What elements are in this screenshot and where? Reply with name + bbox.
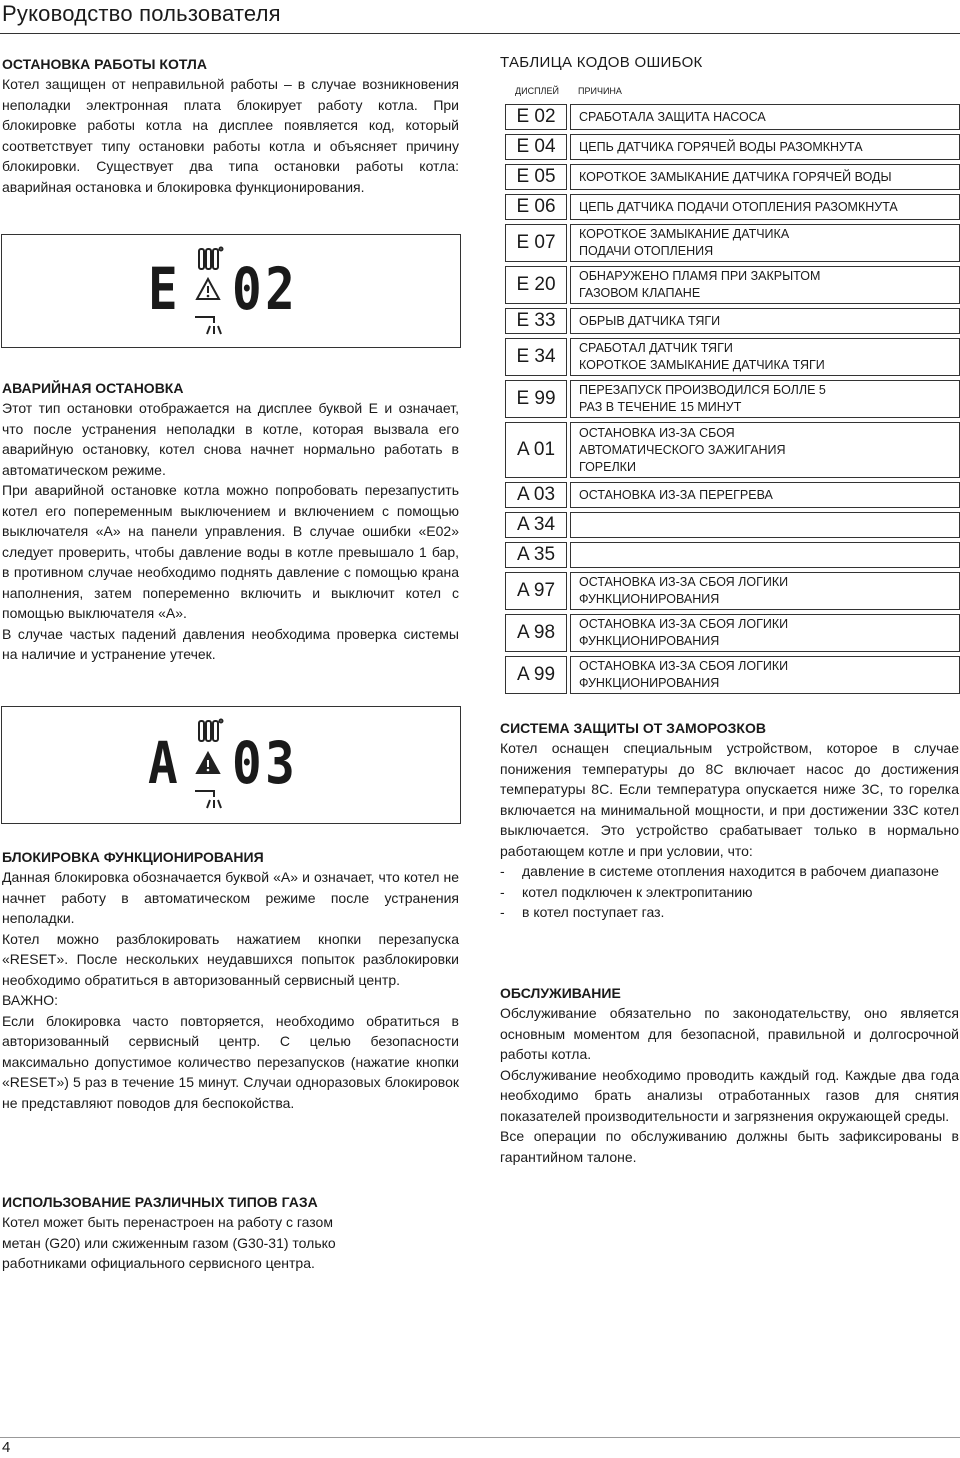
error-code-cell: A 01 [505,422,567,478]
section-line: метан (G20) или сжиженным газом (G30-31) только [2,1234,336,1251]
section-gas-types [2,1192,459,1274]
list-item: - давление в системе отопления находится в рабочем диапазоне [500,863,939,879]
error-cause-cell: ЦЕПЬ ДАТЧИКА ПОДАЧИ ОТОПЛЕНИЯ РАЗОМКНУТА [570,194,960,220]
radiator-icon [199,248,223,270]
header-divider [0,33,960,34]
tap-icon [195,791,221,808]
section-paragraph: При аварийной остановке котла можно попробовать перезапустить котел его попеременным выключением и включением с помощью выключателя «A» на панели управления. В случае ошибки «E02» следует проверить, чтобы давление воды в котле превышало 1 бар, в противном случае необходимо поднять давление с помощью крана наполнения, затем попеременно включить и выключит котел с помощью выключателя «A». [2,482,459,621]
section-paragraph: Обслуживание необходимо проводить каждый год. Каждые два года необходимо брать анализы отработанных газов для снятия показателей производительности и загрязнения окружающей среды. [500,1066,959,1124]
error-code-cell: A 99 [505,656,567,694]
error-cause-cell [570,542,960,568]
error-cause-cell: ЦЕПЬ ДАТЧИКА ГОРЯЧЕЙ ВОДЫ РАЗОМКНУТА [570,134,960,160]
error-cause-cell [570,512,960,538]
section-text: Котел защищен от неправильной работы – в случае возникновения неполадки электронная плата блокирует работу котла. При блокировке работы котла на дисплее появляется код, который соответствует типу остановки работы котла и объясняет причину блокировки. Существует два типа остановки работы котла: аварийная остановка и блокировка функционирования. [2,76,459,195]
table-row [505,572,960,610]
error-code-cell: E 34 [505,338,567,376]
section-paragraph: Этот тип остановки отображается на дисплее буквой E и означает, что после устранения неполадки в котле, которая вызвала его аварийную остановку, котел снова начнет нормально работать в автоматическом режиме. [2,400,459,478]
table-row [505,422,960,478]
table-row [505,482,960,508]
section-frost-protection [500,718,959,923]
display-letter-a: A [148,729,178,797]
table-row [505,164,960,190]
section-line: работниками официального сервисного центра. [2,1255,315,1271]
table-row [505,614,960,652]
error-code-cell: A 35 [505,542,567,568]
warning-icon [197,753,219,773]
section-heading: ОСТАНОВКА РАБОТЫ КОТЛА [2,56,207,72]
display-panel-svg [2,235,460,347]
section-paragraph: Если блокировка часто повторяется, необходимо обратиться в авторизованный сервисный центр. С целью безопасности максимально допустимое количество перезапусков (нажатие кнопки «RESET») 5 раз в течение 15 минут. Случаи одноразовых блокировок не представляют поводов для беспокойства. [2,1012,459,1111]
section-paragraph: Данная блокировка обозначается буквой «A» и означает, что котел не начнет работу в автоматическом режиме после устранения неполадки. [2,869,459,926]
table-row [505,512,960,538]
section-boiler-stop [2,54,459,197]
error-cause-cell: СРАБОТАЛ ДАТЧИК ТЯГИ КОРОТКОЕ ЗАМЫКАНИЕ ДАТЧИКА ТЯГИ [570,338,960,376]
section-paragraph: Котел можно разблокировать нажатием кнопки перезапуска «RESET». После нескольких неудавшихся попыток разблокировки необходимо обратиться в авторизованный сервисный центр. [2,930,459,988]
list-item-text: в котел поступает газ. [522,904,665,920]
important-label: ВАЖНО: [2,992,59,1008]
list-item-text: давление в системе отопления находится в рабочем диапазоне [522,863,939,879]
table-row [505,308,960,334]
error-cause-cell: КОРОТКОЕ ЗАМЫКАНИЕ ДАТЧИКА ГОРЯЧЕЙ ВОДЫ [570,164,960,190]
condition-list [500,861,959,923]
error-cause-cell: ОСТАНОВКА ИЗ-ЗА ПЕРЕГРЕВА [570,482,960,508]
section-line: Котел может быть перенастроен на работу с газом [2,1214,333,1230]
error-table-header [505,80,960,104]
table-row [505,656,960,694]
error-table-body [505,104,960,694]
table-row [505,104,960,130]
error-cause-cell: КОРОТКОЕ ЗАМЫКАНИЕ ДАТЧИКА ПОДАЧИ ОТОПЛЕНИЯ [570,224,960,262]
column-header-cause: ПРИЧИНА [578,86,622,96]
error-code-cell: A 97 [505,572,567,610]
display-letter-e: E [148,255,178,323]
display-panel-svg [2,707,460,823]
display-code-03: 03 [232,729,299,797]
error-cause-cell: ОСТАНОВКА ИЗ-ЗА СБОЯ ЛОГИКИ ФУНКЦИОНИРОВАНИЯ [570,614,960,652]
page-header [0,0,960,40]
table-row [505,224,960,262]
table-row [505,266,960,304]
section-heading: СИСТЕМА ЗАЩИТЫ ОТ ЗАМОРОЗКОВ [500,720,766,736]
table-row [505,338,960,376]
list-item-text: котел подключен к электропитанию [522,883,753,900]
error-table-title: ТАБЛИЦА КОДОВ ОШИБОК [500,54,703,71]
section-heading: ОБСЛУЖИВАНИЕ [500,985,621,1001]
document-title: Руководство пользователя [2,1,281,26]
error-code-cell: A 98 [505,614,567,652]
list-item: - в котел поступает газ. [500,904,665,920]
section-heading: ИСПОЛЬЗОВАНИЕ РАЗЛИЧНЫХ ТИПОВ ГАЗА [2,1194,318,1210]
error-code-cell: E 07 [505,224,567,262]
page-number: 4 [2,1439,11,1456]
column-header-display: ДИСПЛЕЙ [515,86,559,96]
section-emergency-stop [2,378,459,665]
section-paragraph: Все операции по обслуживанию должны быть зафиксированы в гарантийном талоне. [500,1128,959,1165]
table-row [505,380,960,418]
error-code-cell: E 02 [505,104,567,130]
section-heading: АВАРИЙНАЯ ОСТАНОВКА [2,380,184,396]
tap-icon [195,317,221,334]
error-code-table [505,80,960,698]
error-cause-cell: ОСТАНОВКА ИЗ-ЗА СБОЯ АВТОМАТИЧЕСКОГО ЗАЖИГАНИЯ ГОРЕЛКИ [570,422,960,478]
error-code-cell: E 04 [505,134,567,160]
table-row [505,194,960,220]
error-code-cell: E 99 [505,380,567,418]
error-code-cell: E 06 [505,194,567,220]
section-paragraph: В случае частых падений давления необходима проверка системы на наличие и устранение утечек. [2,625,459,662]
footer-divider [0,1437,960,1438]
error-code-cell: E 20 [505,266,567,304]
error-cause-cell: ОСТАНОВКА ИЗ-ЗА СБОЯ ЛОГИКИ ФУНКЦИОНИРОВАНИЯ [570,656,960,694]
error-code-cell: E 05 [505,164,567,190]
section-paragraph: Обслуживание обязательно по законодательству, оно является основным моментом для безопасной, правильной и долгосрочной работы котла. [500,1005,959,1062]
radiator-icon [199,720,223,742]
section-paragraph: Котел оснащен специальным устройством, которое в случае понижения температуры до 8С включает насос до достижения температуры 8С. Если температура опускается ниже 3С, то горелка включается на минимальной мощности, и при достижении 33С котел выключается. Это устройство срабатывает только в нормально работающем котле и при условии, что: [500,740,959,859]
error-cause-cell: СРАБОТАЛА ЗАЩИТА НАСОСА [570,104,960,130]
error-cause-cell: ОБНАРУЖЕНО ПЛАМЯ ПРИ ЗАКРЫТОМ ГАЗОВОМ КЛАПАНЕ [570,266,960,304]
section-functional-lockout [2,847,459,1113]
table-row [505,134,960,160]
warning-icon [197,279,219,299]
error-code-cell: A 34 [505,512,567,538]
display-panel-lockout [1,706,461,824]
display-panel-error [1,234,461,348]
error-cause-cell: ОБРЫВ ДАТЧИКА ТЯГИ [570,308,960,334]
error-code-cell: E 33 [505,308,567,334]
error-cause-cell: ПЕРЕЗАПУСК ПРОИЗВОДИЛСЯ БОЛЛЕ 5 РАЗ В ТЕЧЕНИЕ 15 МИНУТ [570,380,960,418]
error-cause-cell: ОСТАНОВКА ИЗ-ЗА СБОЯ ЛОГИКИ ФУНКЦИОНИРОВАНИЯ [570,572,960,610]
display-code-02: 02 [232,255,299,323]
section-maintenance [500,983,959,1167]
section-heading: БЛОКИРОВКА ФУНКЦИОНИРОВАНИЯ [2,849,264,865]
error-code-cell: A 03 [505,482,567,508]
table-row [505,542,960,568]
list-item: - котел подключен к электропитанию [500,883,753,900]
